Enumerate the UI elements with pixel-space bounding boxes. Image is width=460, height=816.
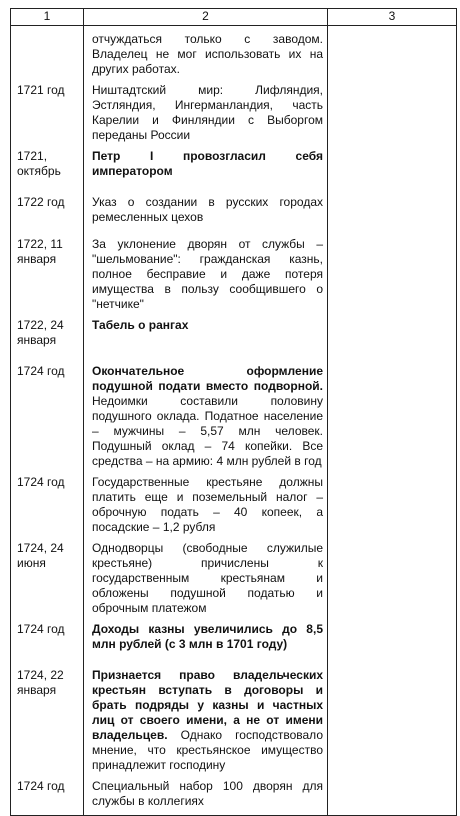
row-date: 1721, октябрь <box>11 143 84 189</box>
row-notes <box>328 773 457 815</box>
row-date: 1724 год <box>11 616 84 662</box>
table-row <box>11 662 457 773</box>
row-event <box>84 143 328 189</box>
row-notes <box>328 143 457 189</box>
table-row <box>11 616 457 662</box>
row-date: 1724 год <box>11 358 84 469</box>
row-notes <box>328 77 457 143</box>
event-text: Однако господствовало мнение, что крестьянское имущество принадлежит господину <box>92 728 323 772</box>
table-row <box>11 535 457 616</box>
column-1-header: 1 <box>11 9 84 26</box>
table-row <box>11 26 457 78</box>
row-event <box>84 469 328 535</box>
table-row <box>11 189 457 231</box>
event-text: отчуждаться только с заводом. Владелец не мог использовать их на других работах. <box>92 32 323 76</box>
row-event <box>84 358 328 469</box>
table-row <box>11 773 457 815</box>
row-notes <box>328 26 457 78</box>
row-event <box>84 312 328 358</box>
event-text-bold: Петр I провозгласил себя императором <box>92 149 323 178</box>
table-row <box>11 312 457 358</box>
row-date: 1724, 24 июня <box>11 535 84 616</box>
row-date: 1724 год <box>11 469 84 535</box>
column-2-header: 2 <box>84 9 328 26</box>
row-notes <box>328 662 457 773</box>
row-date <box>11 26 84 78</box>
row-event <box>84 616 328 662</box>
row-event <box>84 231 328 312</box>
row-event <box>84 189 328 231</box>
event-text-bold: Признается право владельческих крестьян вступать в договоры и брать подряды у казны и частных лиц от своего имени, а не от имени владельцев. <box>92 668 323 742</box>
row-date: 1722, 24 января <box>11 312 84 358</box>
header-row <box>11 9 457 26</box>
row-event <box>84 773 328 815</box>
row-event <box>84 26 328 78</box>
row-notes <box>328 312 457 358</box>
row-notes <box>328 231 457 312</box>
row-date: 1721 год <box>11 77 84 143</box>
event-text: Ништадтский мир: Лифляндия, Эстляндия, Ингерманландия, часть Карелии и Финляндии с Выборгом переданы России <box>92 83 323 142</box>
table-row <box>11 77 457 143</box>
row-date: 1722 год <box>11 189 84 231</box>
event-text-bold: Окончательное оформление подушной подати вместо подворной. <box>92 364 323 393</box>
table-row <box>11 143 457 189</box>
row-date: 1722, 11 января <box>11 231 84 312</box>
event-text: Указ о создании в русских городах ремесленных цехов <box>92 195 323 224</box>
event-text-bold: Доходы казны увеличились до 8,5 млн рублей (с 3 млн в 1701 году) <box>92 622 323 651</box>
table-row <box>11 358 457 469</box>
row-date: 1724 год <box>11 773 84 815</box>
event-text: За уклонение дворян от службы – "шельмование": гражданская казнь, полное бесправие и даже потеря имущества в пользу сообщившего о "нетчике" <box>92 237 323 311</box>
row-notes <box>328 469 457 535</box>
event-text: Однодворцы (свободные служилые крестьяне) причислены к государственным крестьянам и обложены подушной податью и оброчным платежом <box>92 541 323 615</box>
row-event <box>84 662 328 773</box>
event-text: Государственные крестьяне должны платить еще и поземельный налог – оброчную подать – 40 копеек, а посадские – 1,2 рубля <box>92 475 323 534</box>
event-text: Специальный набор 100 дворян для службы в коллегиях <box>92 779 323 808</box>
row-event <box>84 77 328 143</box>
document-page <box>10 8 456 808</box>
row-notes <box>328 535 457 616</box>
chronology-table <box>10 8 457 816</box>
table-row <box>11 469 457 535</box>
row-notes <box>328 189 457 231</box>
row-event <box>84 535 328 616</box>
event-text: Недоимки составили половину подушного оклада. Податное население – мужчины – 5,57 млн человек. Подушный оклад – 74 копейки. Все средства – на армию: 4 млн рублей в год <box>92 394 323 468</box>
table-row <box>11 231 457 312</box>
row-date: 1724, 22 января <box>11 662 84 773</box>
row-notes <box>328 616 457 662</box>
column-3-header: 3 <box>328 9 457 26</box>
row-notes <box>328 358 457 469</box>
event-text-bold: Табель о рангах <box>92 318 189 332</box>
